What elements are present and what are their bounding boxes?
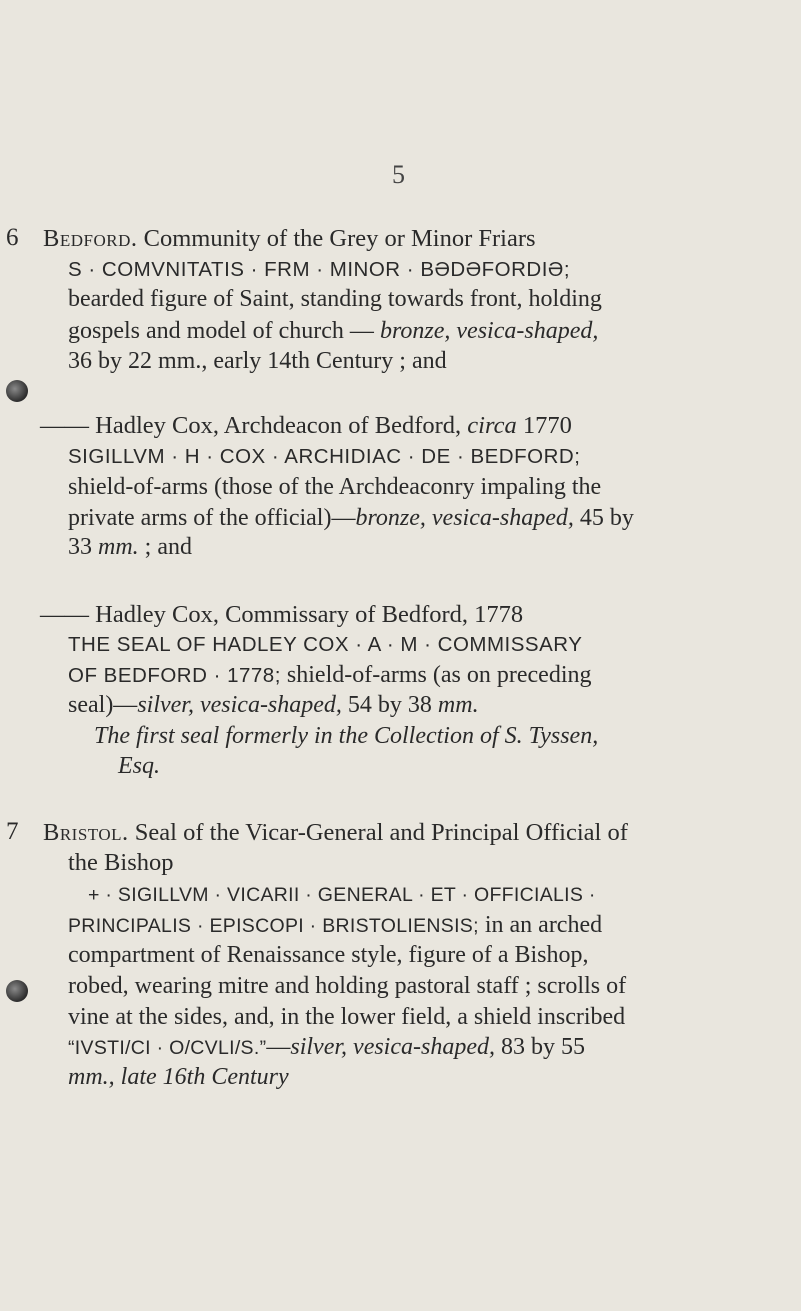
binding-hole-top [6,380,28,402]
description-line: seal)—silver, vesica-shaped, 54 by 38 mm. [68,692,479,718]
description-line: shield-of-arms (those of the Archdeaconry impaling the [68,474,602,500]
lot-heading [43,818,628,848]
description-line: OF BEDFORD · 1778; shield-of-arms (as on preceding [68,662,592,688]
description-line: 33 mm. ; and [68,534,192,560]
sub-item-heading: —— Hadley Cox, Commissary of Bedford, 1778 [40,601,524,628]
lot-number: 7 [6,818,19,845]
description-line: 36 by 22 mm., early 14th Century ; and [68,348,447,374]
binding-hole-bottom [6,980,28,1002]
lot-heading-continued: the Bishop [68,849,174,876]
heading-text: Community of the Grey or Minor Friars [137,225,536,252]
heading-text: Seal of the Vicar-General and Principal Official of [128,819,628,846]
seal-legend: SIGILLVM · H · COX · ARCHIDIAC · DE · BEDFORD; [68,445,581,468]
place-name: Bedford. [43,225,138,252]
description-line: private arms of the official)—bronze, vesica-shaped, 45 by [68,505,634,531]
lot-heading [43,224,536,254]
sub-item-heading: —— Hadley Cox, Archdeacon of Bedford, circa 1770 [40,412,572,439]
description-line: “IVSTI/CI · O/CVLI/S.”—silver, vesica-shaped, 83 by 55 [68,1034,585,1060]
seal-legend: THE SEAL OF HADLEY COX · A · M · COMMISSARY [68,633,583,656]
description-line: vine at the sides, and, in the lower field, a shield inscribed [68,1004,626,1030]
seal-legend: + · SIGILLVM · VICARII · GENERAL · ET · OFFICIALIS · [88,884,596,906]
description-line: mm., late 16th Century [68,1064,289,1090]
description-line: compartment of Renaissance style, figure of a Bishop, [68,942,589,968]
description-line: gospels and model of church — bronze, vesica-shaped, [68,318,599,344]
provenance-note: The first seal formerly in the Collection of S. Tyssen, [94,723,599,749]
page-number: 5 [392,160,405,189]
lot-number: 6 [6,224,19,251]
seal-legend: S · COMVNITATIS · FRM · MINOR · BƏDƏFORDIƏ; [68,258,571,281]
description-line: robed, wearing mitre and holding pastoral staff ; scrolls of [68,973,627,999]
place-name: Bristol. [43,819,129,846]
description-line: bearded figure of Saint, standing towards front, holding [68,286,602,312]
description-line: PRINCIPALIS · EPISCOPI · BRISTOLIENSIS; in an arched [68,912,603,938]
provenance-note: Esq. [118,753,160,779]
